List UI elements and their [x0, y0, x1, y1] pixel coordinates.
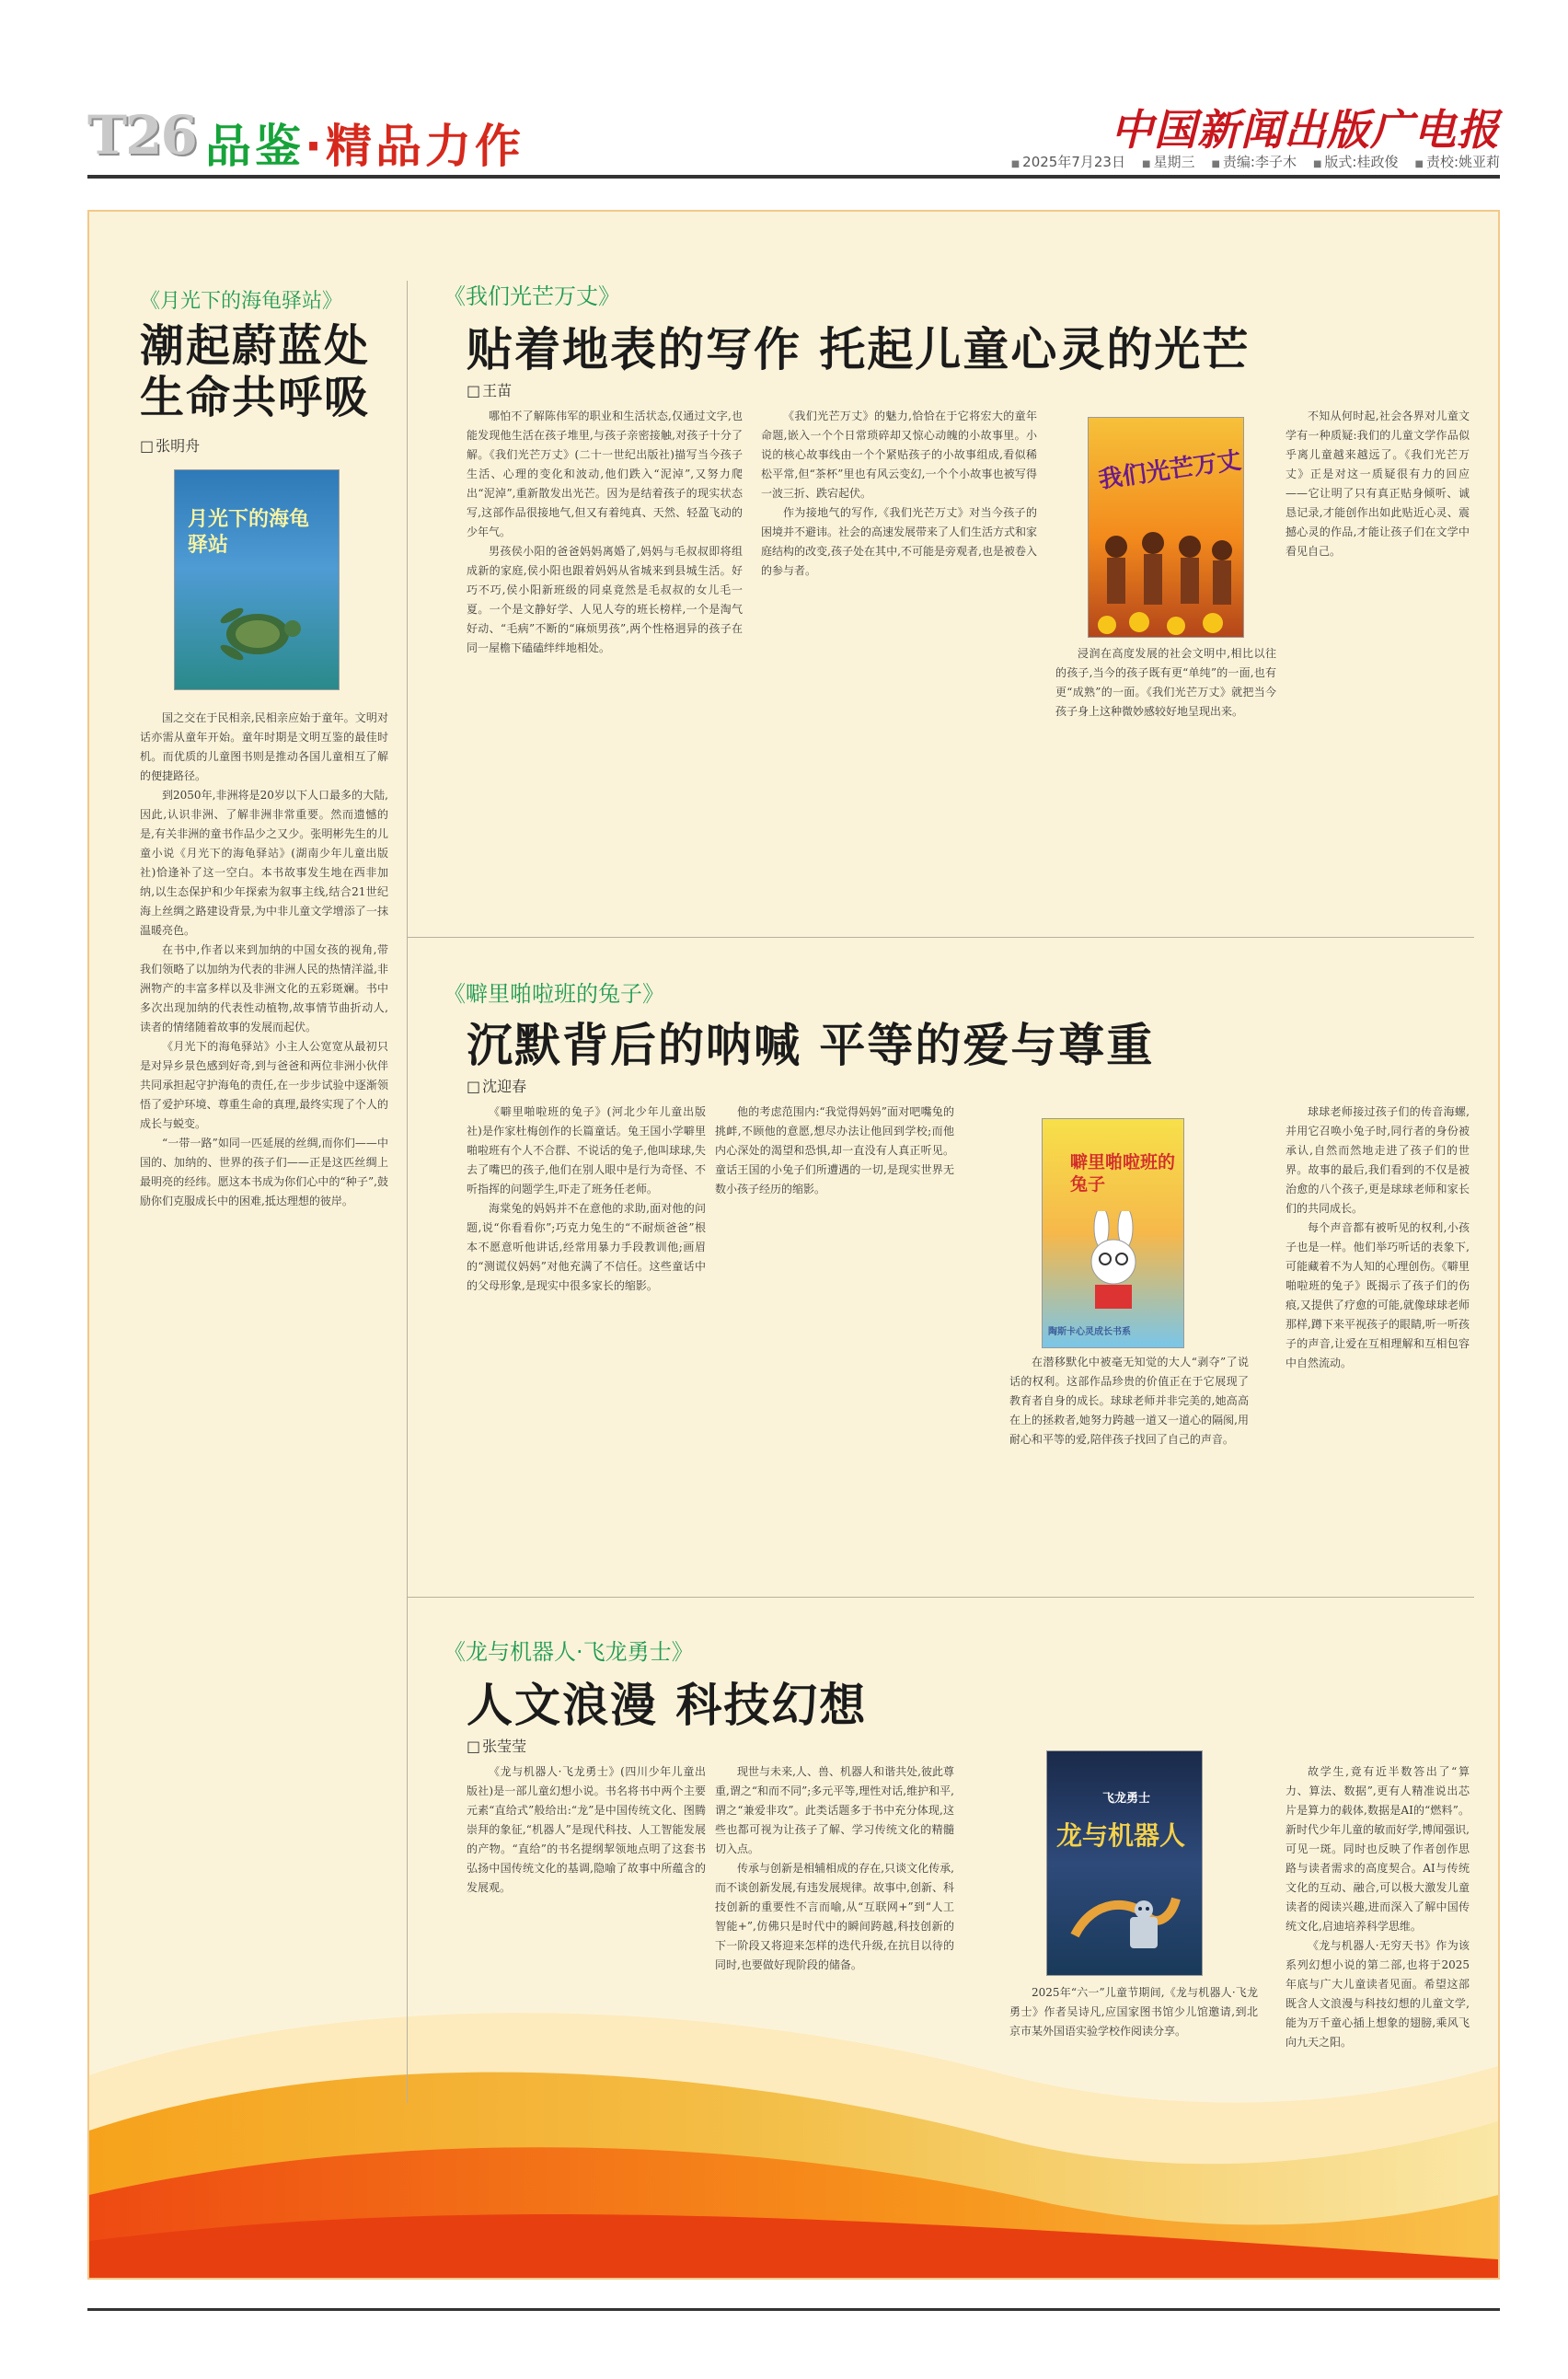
article4-paragraph: 故学生,竟有近半数答出了“算力、算法、数据”,更有人精准说出芯片是算力的载体,数据是AI的“燃料”。新时代少年儿童的敏而好学,博闻强识,可见一斑。同时也反映了作者创作思路与读者需求的高度契合。AI与传统文化的互动、融合,可以极大激发儿童读者的阅读兴趣,进而深入了解中国传统文化,启迪培养科学思维。 — [1286, 1765, 1470, 1933]
article3-paragraph: 海棠兔的妈妈并不在意他的求助,面对他的问题,说“你看看你”;巧克力兔生的“不耐烦爸爸”根本不愿意听他讲话,经常用暴力手段教训他;画眉的“测谎仪妈妈”对他充满了不信任。这些童话中的父母形象,是现实中很多家长的缩影。 — [467, 1202, 706, 1292]
article1-paragraph: “一带一路”如同一匹延展的丝绸,而你们——中国的、加纳的、世界的孩子们——正是这匹丝绸上最明亮的经纬。愿这本书成为你们心中的“种子”,鼓励你们克服成长中的困难,抵达理想的彼岸。 — [140, 1137, 388, 1207]
issue-date: ■ 2025年7月23日 — [1011, 152, 1125, 171]
sea-turtle-icon — [212, 599, 304, 664]
article1-paragraph: 在书中,作者以来到加纳的中国女孩的视角,带我们领略了以加纳为代表的非洲人民的热情洋溢,非洲物产的丰富多样以及非洲文化的五彩斑斓。书中多次出现加纳的代表性动植物,故事情节曲折动人,读者的情绪随着故事的发展而起伏。 — [140, 943, 388, 1034]
article4-paragraph: 传承与创新是相辅相成的存在,只谈文化传承,而不谈创新发展,有违发展规律。故事中,创新、科技创新的重要性不言而喻,从“互联网+”到“人工智能+”,仿佛只是时代中的瞬间跨越,科技创新的下一阶段又将迎来怎样的迭代升级,在抗目以待的同时,也要做好现阶段的储备。 — [715, 1862, 954, 1971]
issue-weekday: ■ 星期三 — [1142, 152, 1194, 171]
masthead-rule — [87, 175, 1500, 179]
article3-paragraph: 他的考虑范围内:“我觉得妈妈”面对吧嘴兔的挑衅,不顾他的意愿,想尽办法让他回到学校;而他内心深处的渴望和恐惧,却一直没有人真正听见。童话王国的小兔子们所遭遇的一切,是现实世界无数小孩子经历的缩影。 — [715, 1105, 954, 1195]
article1-byline: □ 张明舟 — [140, 434, 200, 456]
newspaper-logo: 中国新闻出版广电报 — [1111, 105, 1500, 155]
article4-body-col2 — [715, 1762, 954, 2103]
article1-body — [140, 709, 388, 2126]
article2-headline: 贴着地表的写作 托起儿童心灵的光芒 — [467, 322, 1251, 376]
article3-body-col3 — [1009, 1353, 1249, 1588]
rabbit-icon — [1072, 1211, 1155, 1312]
editor-credit: ■ 责编:李子木 — [1211, 152, 1297, 171]
article1-headline — [140, 320, 370, 423]
article3-paragraph: 在潜移默化中被毫无知觉的大人“剥夺”了说话的权利。这部作品珍贵的价值正在于它展现了教育者自身的成长。球球老师并非完美的,她高高在上的拯救者,她努力跨越一道又一道心的隔阂,用耐心和平等的爱,陪伴孩子找回了自己的声音。 — [1009, 1356, 1249, 1446]
article4-paragraph: 《龙与机器人·无穷天书》作为该系列幻想小说的第二部,也将于2025年底与广大儿童读者见面。希望这部既含人文浪漫与科技幻想的儿童文学,能为万千童心插上想象的翅膀,乘风飞向九天之阳。 — [1286, 1939, 1470, 2049]
dragon-robot-icon — [1066, 1862, 1185, 1963]
section-title — [205, 110, 525, 176]
article4-book-cover — [1046, 1750, 1203, 1976]
article2-paragraph: 浸润在高度发展的社会文明中,相比以往的孩子,当今的孩子既有更“单纯”的一面,也有更“成熟”的一面。《我们光芒万丈》就把当今孩子身上这种微妙感较好地呈现出来。 — [1055, 647, 1276, 718]
article2-body-col3 — [1055, 644, 1276, 925]
article2-byline: □ 王苗 — [467, 379, 512, 400]
article3-cover-subtitle: 陶斯卡心灵成长书系 — [1048, 1327, 1131, 1337]
article3-paragraph: 球球老师接过孩子们的传音海螺,并用它召唤小兔子时,同行者的身份被承认,自然而然地走进了孩子们的世界。故事的最后,我们看到的不仅是被治愈的八个孩子,更是球球老师和家长们的共同成长。 — [1286, 1105, 1470, 1215]
content-frame — [87, 210, 1500, 2280]
article4-body-col4 — [1286, 1762, 1470, 2108]
article1-headline-line2: 生命共呼吸 — [140, 372, 371, 423]
article2-body-col2 — [761, 407, 1037, 927]
article2-body-col4 — [1286, 407, 1470, 927]
article4-paragraph: 《龙与机器人·飞龙勇士》(四川少年儿童出版社)是一部儿童幻想小说。书名将书中两个主要元素“直给式”般给出:“龙”是中国传统文化、图腾崇拜的象征,“机器人”是现代科技、人工智能发展的产物。“直给”的书名提纲挈领地点明了这套书弘扬中国传统文化的基调,隐喻了故事中所蕴含的发展观。 — [467, 1765, 706, 1894]
article3-byline: □ 沈迎春 — [467, 1075, 526, 1096]
article4-headline: 人文浪漫 科技幻想 — [467, 1678, 868, 1732]
article4-body-col1 — [467, 1762, 706, 2103]
issue-meta — [1011, 152, 1500, 171]
article3-body-col1 — [467, 1103, 706, 1586]
article2-book-cover — [1088, 417, 1244, 638]
article1-cover-title: 月光下的海龟驿站 — [188, 508, 310, 557]
article3-headline: 沉默背后的呐喊 平等的爱与尊重 — [467, 1018, 1155, 1072]
footer-rule — [87, 2308, 1500, 2311]
article3-body-col4 — [1286, 1103, 1470, 1586]
article2-book-tag: 《我们光芒万丈》 — [444, 283, 620, 309]
article4-cover-title: 龙与机器人 — [1056, 1820, 1186, 1851]
section-main: 品鉴 — [205, 120, 305, 173]
article1-paragraph: 国之交在于民相亲,民相亲应始于童年。文明对话亦需从童年开始。童年时期是文明互鉴的最佳时机。而优质的儿童图书则是推动各国儿童相互了解的便捷路径。 — [140, 711, 388, 782]
section-sub: ·精品力作 — [305, 120, 525, 173]
article-divider — [407, 937, 1474, 938]
article1-book-cover — [174, 469, 340, 690]
article1-book-tag: 《月光下的海龟驿站》 — [140, 290, 343, 313]
article2-paragraph: 哪怕不了解陈伟军的职业和生活状态,仅通过文字,也能发现他生活在孩子堆里,与孩子亲密接触,对孩子十分了解。《我们光芒万丈》(二十一世纪出版社)描写当今孩子生活、心理的变化和波动,他们跌入“泥淖”,又努力爬出“泥淖”,重新散发出光芒。因为是结着孩子的现实状态写,这部作品很接地气,但又有着纯真、天然、轻盈飞动的少年气。 — [467, 410, 743, 538]
article4-body-col3 — [1009, 1983, 1258, 2108]
article1-headline-line1: 潮起蔚蓝处 — [140, 320, 371, 372]
masthead — [87, 87, 1500, 189]
article3-book-cover — [1042, 1118, 1184, 1348]
article3-cover-title: 噼里啪啦班的兔子 — [1070, 1152, 1176, 1195]
article3-paragraph: 《噼里啪啦班的兔子》(河北少年儿童出版社)是作家杜梅创作的长篇童话。兔王国小学噼里啪啦班有个人不合群、不说话的兔子,他叫球球,失去了嘴巴的孩子,他们在别人眼中是行为奇怪、不听指挥的问题学生,吓走了班务任老师。 — [467, 1105, 706, 1195]
article3-paragraph: 每个声音都有被听见的权利,小孩子也是一样。他们举巧听话的表象下,可能藏着不为人知的心理创伤。《噼里啪啦班的兔子》既揭示了孩子们的伤痕,又提供了疗愈的可能,就像球球老师那样,蹲下来平视孩子的眼睛,听一听孩子的声音,让爱在互相理解和互相包容中自然流动。 — [1286, 1221, 1470, 1369]
article2-paragraph: 《我们光芒万丈》的魅力,恰恰在于它将宏大的童年命题,嵌入一个个日常琐碎却又惊心动魄的小故事里。小说的核心故事线由一个个紧贴孩子的小故事组成,看似稀松平常,但“茶杯”里也有风云变幻,一个个小故事也被写得一波三折、跌宕起伏。 — [761, 410, 1037, 500]
article-divider — [407, 1597, 1474, 1598]
article4-paragraph: 现世与未来,人、兽、机器人和谐共处,彼此尊重,谓之“和而不同”;多元平等,理性对话,维护和平,谓之“兼爱非攻”。此类话题多于书中充分体现,这些也都可视为让孩子了解、学习传统文化的精髓切入点。 — [715, 1765, 954, 1855]
article4-paragraph: 2025年“六一”儿童节期间,《龙与机器人·飞龙勇士》作者吴诗凡,应国家图书馆少儿馆邀请,到北京市某外国语实验学校作阅读分享。 — [1009, 1986, 1258, 2038]
article2-paragraph: 作为接地气的写作,《我们光芒万丈》对当今孩子的困境并不避讳。社会的高速发展带来了人们生活方式和家庭结构的改变,孩子处在其中,不可能是旁观者,也是被卷入的参与者。 — [761, 506, 1037, 577]
column-divider — [407, 281, 408, 2103]
page-number: T26 — [87, 104, 196, 167]
article4-cover-subtitle: 飞龙勇士 — [1102, 1792, 1151, 1806]
children-silhouette-icon — [1089, 519, 1244, 638]
article4-byline: □ 张莹莹 — [467, 1735, 526, 1756]
article1-paragraph: 到2050年,非洲将是20岁以下人口最多的大陆,因此,认识非洲、了解非洲非常重要。然而遗憾的是,有关非洲的童书作品少之又少。张明彬先生的儿童小说《月光下的海龟驿站》(湖南少年儿童出版社)恰逢补了这一空白。本书故事发生地在西非加纳,以生态保护和少年探索为叙事主线,结合21世纪海上丝绸之路建设背景,为中非儿童文学增添了一抹温暖亮色。 — [140, 789, 388, 937]
article4-book-tag: 《龙与机器人·飞龙勇士》 — [444, 1639, 694, 1665]
article3-body-col2 — [715, 1103, 954, 1586]
article2-cover-title: 我们光芒万丈 — [1097, 446, 1243, 494]
layout-credit: ■ 版式:桂政俊 — [1313, 152, 1399, 171]
proof-credit: ■ 责校:姚亚莉 — [1414, 152, 1500, 171]
article3-book-tag: 《噼里啪啦班的兔子》 — [444, 981, 664, 1007]
article2-paragraph: 不知从何时起,社会各界对儿童文学有一种质疑:我们的儿童文学作品似乎离儿童越来越远了。《我们光芒万丈》正是对这一质疑很有力的回应——它让明了只有真正贴身倾听、诚恳记录,才能创作出如此贴近心灵、震撼心灵的作品,才能让孩子们在文学中看见自己。 — [1286, 410, 1470, 558]
article1-paragraph: 《月光下的海龟驿站》小主人公宽宽从最初只是对异乡景色感到好奇,到与爸爸和两位非洲小伙伴共同承担起守护海龟的责任,在一步步试验中逐渐领悟了爱护环境、尊重生命的真理,最终实现了个人的成长与蜕变。 — [140, 1040, 388, 1130]
article2-paragraph: 男孩侯小阳的爸爸妈妈离婚了,妈妈与毛叔叔即将组成新的家庭,侯小阳也跟着妈妈从省城来到县城生活。好巧不巧,侯小阳新班级的同桌竟然是毛叔叔的女儿毛一夏。一个是文静好学、人见人夸的班长榜样,一个是淘气好动、“毛病”不断的“麻烦男孩”,两个性格迥异的孩子在同一屋檐下磕磕绊绊地相处。 — [467, 545, 743, 654]
article2-body-col1 — [467, 407, 743, 927]
